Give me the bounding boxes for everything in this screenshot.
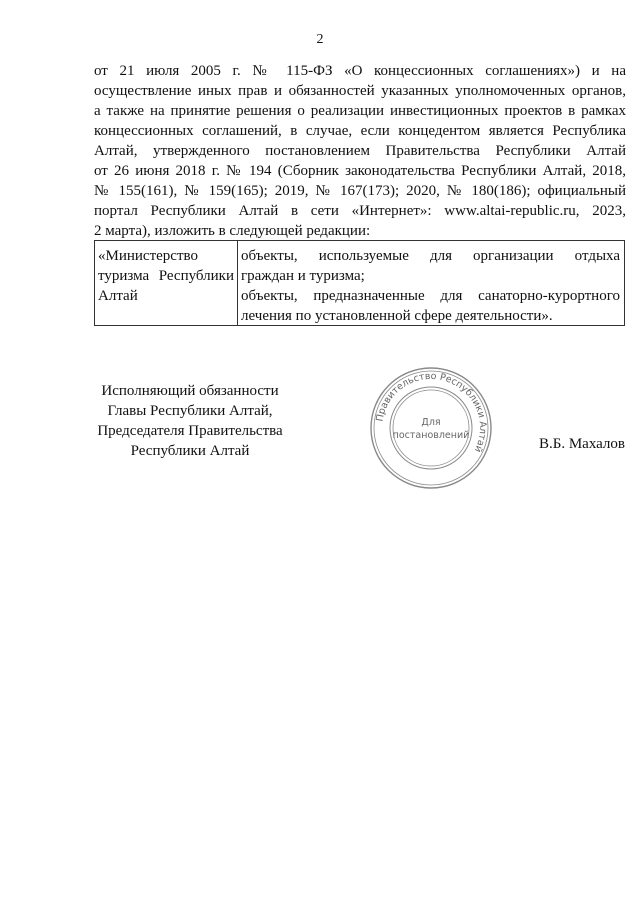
body-line: концессионных соглашений, в случае, если концедентом является Республика [94,123,626,139]
body-line: а также на принятие решения о реализации инвестиционных проектов в рамках [94,103,626,119]
signatory-title-line: Республики Алтай [130,443,250,459]
stamp-center-line1: Для [421,417,441,428]
body-line: портал Республики Алтай в сети «Интернет»: www.altai-republic.ru, 2023, [94,203,626,219]
table-cell-ministry [95,241,238,325]
table-left-line: Алтай [98,288,138,304]
signatory-title-line: Председателя Правительства [97,423,283,439]
table-right-line: граждан и туризма; [241,268,365,284]
stamp-center-line2: постановлений [392,430,470,441]
signatory-title-line: Исполняющий обязанности [101,383,279,399]
body-line: № 155(161), № 159(165); 2019, № 167(173); 2020, № 180(186); официальный [94,183,626,199]
table-left-line: туризма Республики [98,268,234,284]
table-right-line: лечения по установленной сфере деятельности». [241,308,553,324]
body-paragraph [94,61,626,241]
table-left-line: «Министерство [98,248,198,264]
ministry-table [94,240,625,326]
official-seal-stamp [368,365,494,491]
body-line: осуществление иных прав и обязанностей указанных уполномоченных органов, [94,83,626,99]
table-cell-objects [238,241,624,325]
body-line: от 21 июля 2005 г. № 115-ФЗ «О концессионных соглашениях») и на [94,63,626,79]
body-line: от 26 июня 2018 г. № 194 (Сборник законодательства Республики Алтай, 2018, [94,163,626,179]
stamp-ring-text: Правительство Республики Алтай [374,370,489,454]
page-number: 2 [316,32,324,47]
table-right-line: объекты, используемые для организации отдыха [241,248,620,264]
signatory-title-line: Главы Республики Алтай, [107,403,273,419]
body-line: 2 марта), изложить в следующей редакции: [94,223,371,239]
signatory-name: В.Б. Махалов [538,436,625,452]
body-line: Алтай, утвержденного постановлением Правительства Республики Алтай [94,143,626,159]
signatory-title [80,381,300,461]
table-right-line: объекты, предназначенные для санаторно-курортного [241,288,620,304]
